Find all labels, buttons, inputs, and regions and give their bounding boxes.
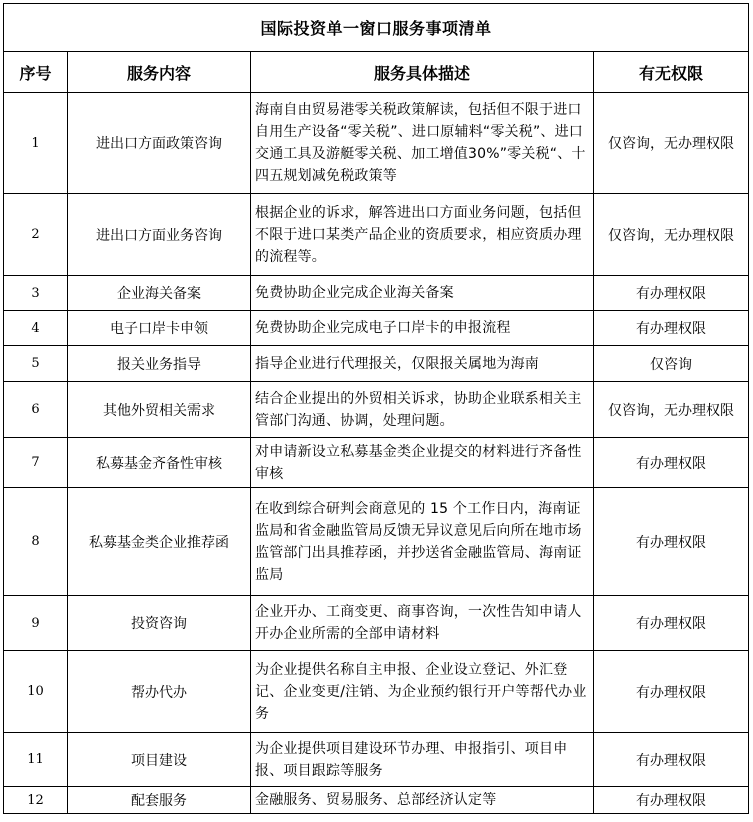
table-row — [4, 596, 749, 651]
row-no: 9 — [4, 596, 68, 651]
row-content: 帮办代办 — [68, 651, 251, 733]
row-no: 7 — [4, 438, 68, 488]
row-content: 进出口方面政策咨询 — [68, 93, 251, 194]
row-no: 3 — [4, 276, 68, 311]
row-description: 结合企业提出的外贸相关诉求，协助企业联系相关主管部门沟通、协调，处理问题。 — [251, 382, 594, 438]
table-row — [4, 382, 749, 438]
row-content: 进出口方面业务咨询 — [68, 194, 251, 276]
row-permission: 仅咨询，无办理权限 — [594, 382, 749, 438]
title-row — [4, 4, 749, 52]
service-table — [3, 3, 749, 814]
header-description: 服务具体描述 — [251, 52, 594, 93]
row-no: 11 — [4, 733, 68, 787]
row-description: 为企业提供名称自主申报、企业设立登记、外汇登记、企业变更/注销、为企业预约银行开户等帮代办业务 — [251, 651, 594, 733]
row-description: 指导企业进行代理报关，仅限报关属地为海南 — [251, 346, 594, 382]
row-no: 8 — [4, 488, 68, 596]
row-permission: 仅咨询 — [594, 346, 749, 382]
row-content: 投资咨询 — [68, 596, 251, 651]
row-content: 配套服务 — [68, 787, 251, 814]
row-no: 1 — [4, 93, 68, 194]
row-description: 在收到综合研判会商意见的 15 个工作日内，海南证监局和省金融监管局反馈无异议意见后向所在地市场监管部门出具推荐函，并抄送省金融监管局、海南证监局 — [251, 488, 594, 596]
table-row — [4, 438, 749, 488]
table-row — [4, 194, 749, 276]
header-no: 序号 — [4, 52, 68, 93]
table-row — [4, 276, 749, 311]
row-description: 根据企业的诉求，解答进出口方面业务问题，包括但不限于进口某类产品企业的资质要求，相应资质办理的流程等。 — [251, 194, 594, 276]
row-permission: 有办理权限 — [594, 488, 749, 596]
row-description: 金融服务、贸易服务、总部经济认定等 — [251, 787, 594, 814]
row-no: 5 — [4, 346, 68, 382]
row-permission: 有办理权限 — [594, 276, 749, 311]
row-description: 海南自由贸易港零关税政策解读，包括但不限于进口自用生产设备“零关税”、进口原辅料“零关税”、进口交通工具及游艇零关税、加工增值30%”零关税“、十四五规划减免税政策等 — [251, 93, 594, 194]
row-no: 12 — [4, 787, 68, 814]
row-permission: 有办理权限 — [594, 651, 749, 733]
row-content: 项目建设 — [68, 733, 251, 787]
row-permission: 有办理权限 — [594, 596, 749, 651]
row-permission: 有办理权限 — [594, 438, 749, 488]
row-permission: 仅咨询，无办理权限 — [594, 194, 749, 276]
header-row — [4, 52, 749, 93]
row-content: 企业海关备案 — [68, 276, 251, 311]
row-no: 2 — [4, 194, 68, 276]
row-permission: 仅咨询，无办理权限 — [594, 93, 749, 194]
table-row — [4, 311, 749, 346]
row-content: 私募基金类企业推荐函 — [68, 488, 251, 596]
row-description: 免费协助企业完成电子口岸卡的申报流程 — [251, 311, 594, 346]
row-description: 为企业提供项目建设环节办理、申报指引、项目申报、项目跟踪等服务 — [251, 733, 594, 787]
row-permission: 有办理权限 — [594, 733, 749, 787]
table-row — [4, 93, 749, 194]
row-description: 免费协助企业完成企业海关备案 — [251, 276, 594, 311]
row-no: 10 — [4, 651, 68, 733]
table-row — [4, 488, 749, 596]
row-content: 报关业务指导 — [68, 346, 251, 382]
table-row — [4, 651, 749, 733]
row-permission: 有办理权限 — [594, 787, 749, 814]
row-content: 电子口岸卡申领 — [68, 311, 251, 346]
service-list-document — [3, 3, 748, 814]
row-content: 其他外贸相关需求 — [68, 382, 251, 438]
table-row — [4, 733, 749, 787]
row-no: 4 — [4, 311, 68, 346]
row-permission: 有办理权限 — [594, 311, 749, 346]
table-title: 国际投资单一窗口服务事项清单 — [4, 4, 749, 52]
table-row — [4, 787, 749, 814]
header-content: 服务内容 — [68, 52, 251, 93]
row-description: 企业开办、工商变更、商事咨询，一次性告知申请人开办企业所需的全部申请材料 — [251, 596, 594, 651]
row-content: 私募基金齐备性审核 — [68, 438, 251, 488]
header-permission: 有无权限 — [594, 52, 749, 93]
row-no: 6 — [4, 382, 68, 438]
table-row — [4, 346, 749, 382]
row-description: 对申请新设立私募基金类企业提交的材料进行齐备性审核 — [251, 438, 594, 488]
